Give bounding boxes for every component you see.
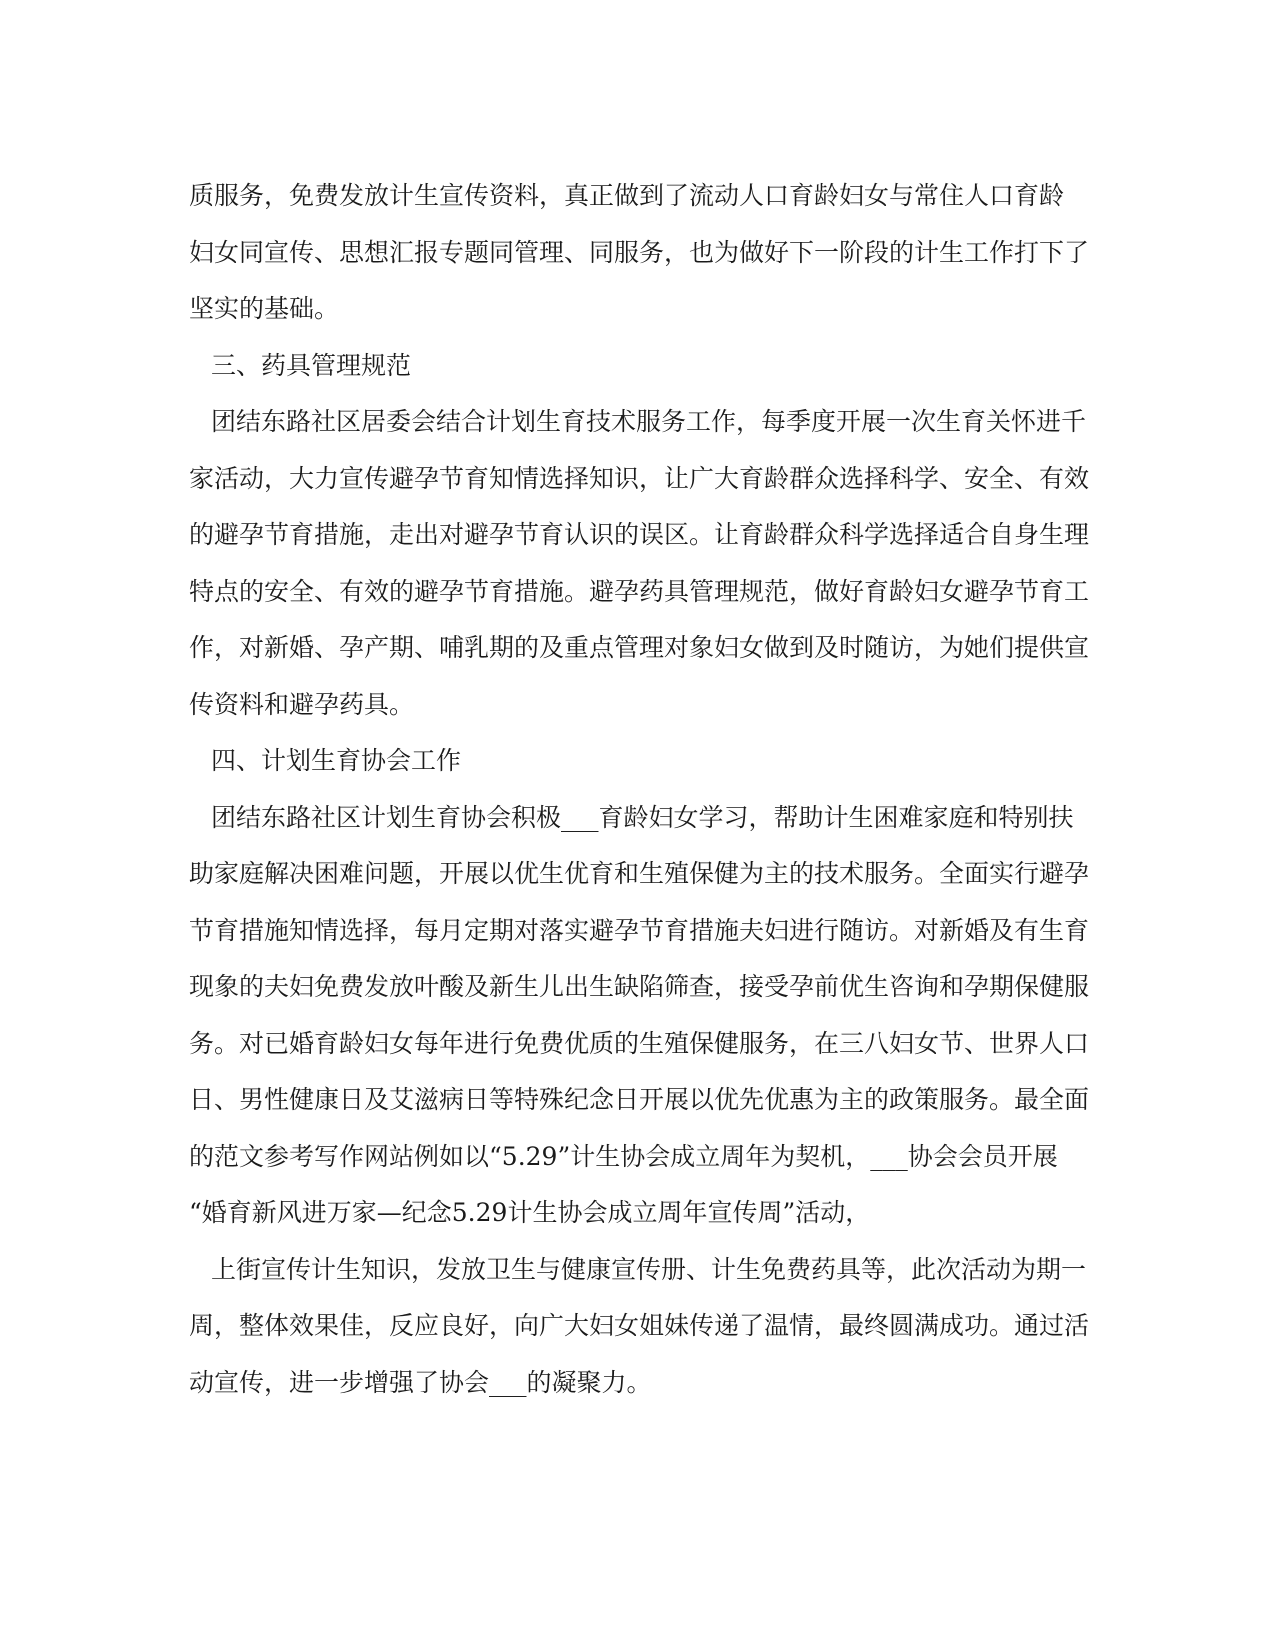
text-line: “婚育新风进万家—纪念5.29计生协会成立周年宣传周”活动，: [189, 1198, 871, 1227]
text-line: 作，对新婚、孕产期、哺乳期的及重点管理对象妇女做到及时随访，为她们提供宣: [189, 633, 1090, 662]
text-line: 节育措施知情选择，每月定期对落实避孕节育措施夫妇进行随访。对新婚及有生育: [189, 915, 1090, 945]
text-line: 上街宣传计生知识，发放卫生与健康宣传册、计生免费药具等，此次活动为期一: [211, 1254, 1087, 1284]
text-line: 现象的夫妇免费发放叶酸及新生儿出生缺陷筛查，接受孕前优生咨询和孕期保健服: [189, 972, 1090, 1001]
text-line: 团结东路社区居委会结合计划生育技术服务工作，每季度开展一次生育关怀进千: [211, 407, 1087, 436]
text-line: 传资料和避孕药具。: [189, 689, 415, 719]
text-line: 的范文参考写作网站例如以“5.29”计生协会成立周年为契机，___协会会员开展: [189, 1141, 1058, 1171]
text-line: 周，整体效果佳，反应良好，向广大妇女姐妹传递了温情，最终圆满成功。通过活: [189, 1311, 1090, 1340]
text-line: 特点的安全、有效的避孕节育措施。避孕药具管理规范，做好育龄妇女避孕节育工: [189, 576, 1090, 606]
section-heading: 三、药具管理规范: [211, 350, 412, 380]
text-line: 坚实的基础。: [189, 294, 340, 323]
text-line: 助家庭解决困难问题，开展以优生优育和生殖保健为主的技术服务。全面实行避孕: [189, 859, 1090, 888]
text-line: 团结东路社区计划生育协会积极___育龄妇女学习，帮助计生困难家庭和特别扶: [211, 802, 1074, 832]
text-line: 务。对已婚育龄妇女每年进行免费优质的生殖保健服务，在三八妇女节、世界人口: [189, 1028, 1090, 1058]
section-heading: 四、计划生育协会工作: [211, 746, 462, 775]
text-line: 日、男性健康日及艾滋病日等特殊纪念日开展以优先优惠为主的政策服务。最全面: [189, 1085, 1090, 1114]
text-line: 质服务，免费发放计生宣传资料，真正做到了流动人口育龄妇女与常住人口育龄: [189, 181, 1065, 210]
text-line: 动宣传，进一步增强了协会___的凝聚力。: [189, 1367, 652, 1397]
text-line: 家活动，大力宣传避孕节育知情选择知识，让广大育龄群众选择科学、安全、有效: [189, 463, 1090, 493]
document-body: [189, 168, 1089, 1411]
text-line: 的避孕节育措施，走出对避孕节育认识的误区。让育龄群众科学选择适合自身生理: [189, 520, 1090, 549]
text-line: 妇女同宣传、思想汇报专题同管理、同服务，也为做好下一阶段的计生工作打下了: [189, 237, 1090, 267]
